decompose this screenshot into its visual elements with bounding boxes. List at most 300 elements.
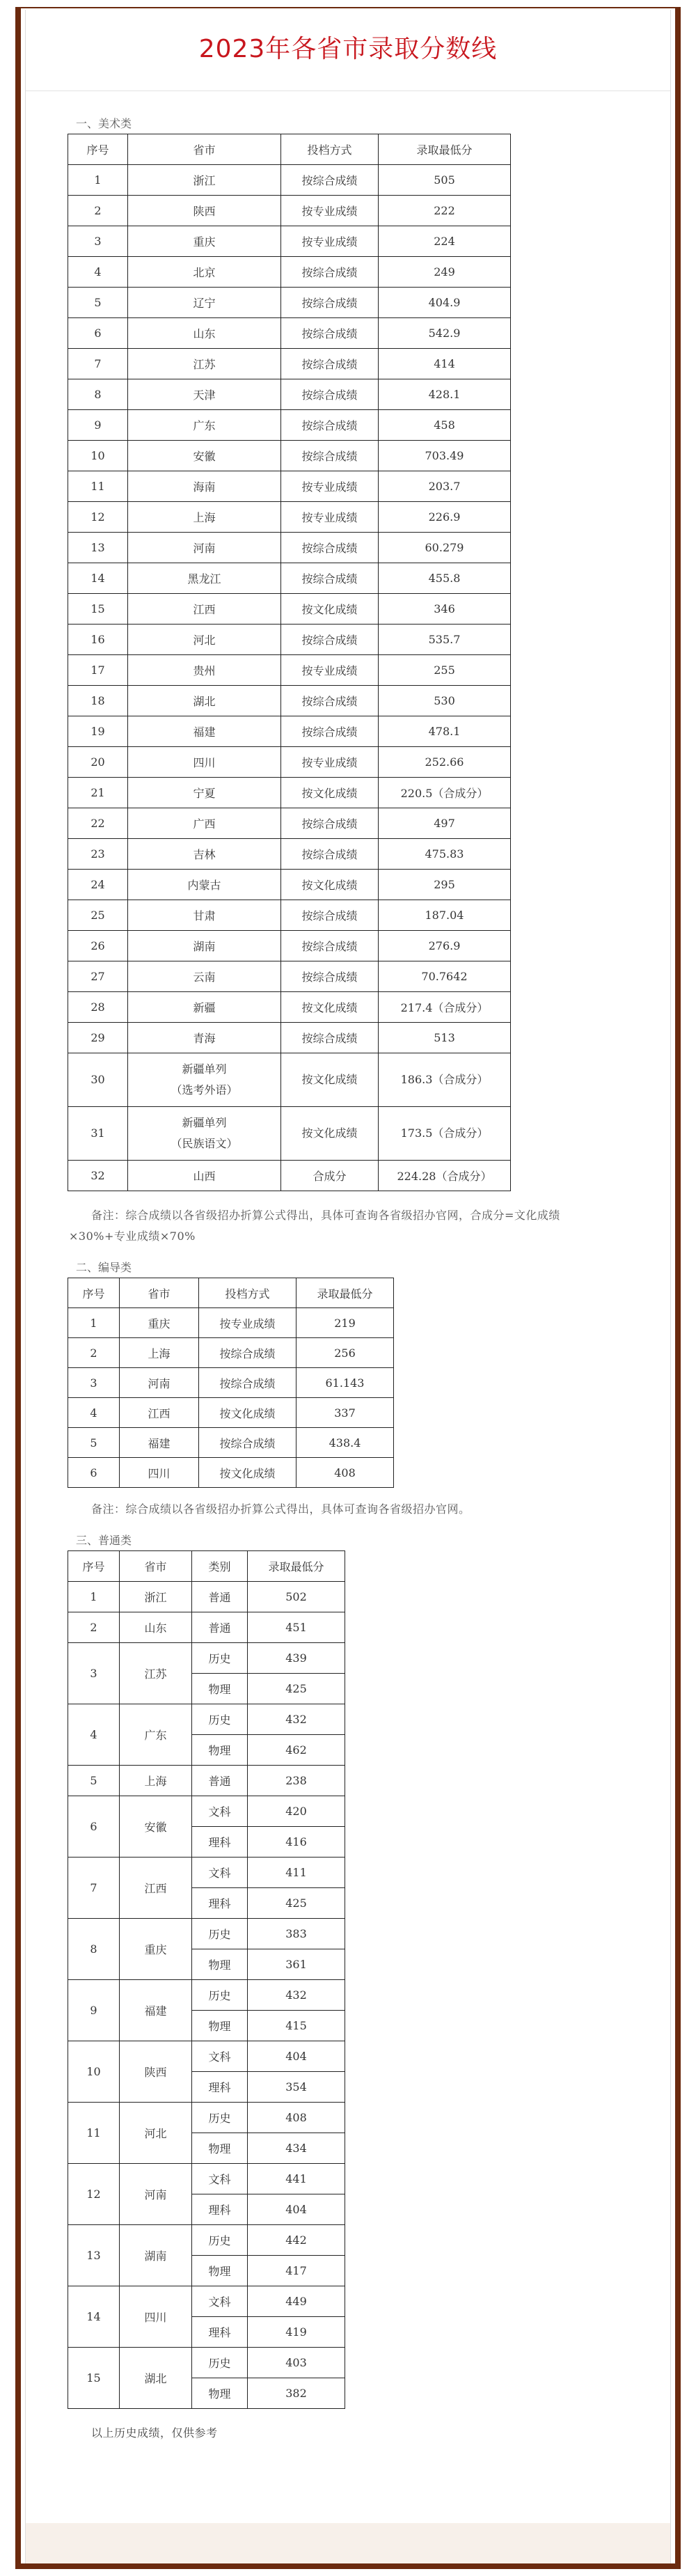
cell-mode: 按文化成绩 — [281, 594, 379, 625]
cell-score: 60.279 — [379, 533, 511, 563]
cell-province: 上海 — [120, 1338, 199, 1368]
cell-score: 217.4（合成分） — [379, 992, 511, 1023]
cell-province: 山西 — [128, 1161, 281, 1191]
cell-province: 浙江 — [128, 165, 281, 196]
cell-no: 31 — [68, 1107, 128, 1161]
cell-no: 3 — [68, 1643, 120, 1704]
cell-score: 513 — [379, 1023, 511, 1053]
header-score: 录取最低分 — [248, 1551, 345, 1582]
cell-score: 416 — [248, 1827, 345, 1858]
cell-province: 安徽 — [120, 1796, 192, 1858]
cell-category: 物理 — [192, 1735, 248, 1766]
cell-mode: 按文化成绩 — [281, 1107, 379, 1161]
cell-score: 224 — [379, 226, 511, 257]
cell-score: 255 — [379, 655, 511, 686]
cell-mode: 按专业成绩 — [281, 226, 379, 257]
cell-province: 江西 — [120, 1858, 192, 1919]
cell-province: 云南 — [128, 961, 281, 992]
cell-no: 5 — [68, 288, 128, 318]
cell-no: 6 — [68, 1796, 120, 1858]
cell-score: 414 — [379, 349, 511, 379]
general-score-table — [68, 1550, 345, 2409]
cell-no: 1 — [68, 1582, 120, 1612]
cell-score: 417 — [248, 2256, 345, 2286]
cell-score: 383 — [248, 1919, 345, 1949]
cell-mode: 按综合成绩 — [281, 410, 379, 441]
cell-category: 普通 — [192, 1766, 248, 1796]
cell-score: 415 — [248, 2011, 345, 2041]
cell-province: 青海 — [128, 1023, 281, 1053]
cell-province: 广西 — [128, 808, 281, 839]
cell-no: 9 — [68, 1980, 120, 2041]
cell-province: 浙江 — [120, 1582, 192, 1612]
table-row — [68, 1053, 511, 1107]
cell-mode: 按专业成绩 — [281, 196, 379, 226]
cell-mode: 按综合成绩 — [281, 379, 379, 410]
cell-score: 432 — [248, 1704, 345, 1735]
cell-score: 222 — [379, 196, 511, 226]
header-score: 录取最低分 — [296, 1278, 394, 1308]
cell-score: 252.66 — [379, 747, 511, 778]
content-panel — [25, 10, 671, 2563]
cell-mode: 按专业成绩 — [281, 502, 379, 533]
table-row — [68, 2348, 345, 2378]
cell-no: 22 — [68, 808, 128, 839]
table-row — [68, 594, 511, 625]
cell-mode: 按综合成绩 — [281, 625, 379, 655]
cell-mode: 按文化成绩 — [281, 778, 379, 808]
table-row — [68, 2286, 345, 2317]
header-mode: 投档方式 — [281, 134, 379, 165]
cell-no: 12 — [68, 2164, 120, 2225]
general-footer-note: 以上历史成绩，仅供参考 — [91, 2426, 218, 2440]
table-row — [68, 318, 511, 349]
table-row — [68, 441, 511, 471]
cell-mode: 按综合成绩 — [281, 318, 379, 349]
art-table-body — [68, 165, 511, 1191]
cell-score: 434 — [248, 2133, 345, 2164]
cell-category: 文科 — [192, 2286, 248, 2317]
cell-no: 15 — [68, 594, 128, 625]
cell-mode: 按综合成绩 — [199, 1368, 296, 1398]
cell-score: 535.7 — [379, 625, 511, 655]
cell-mode: 按综合成绩 — [281, 288, 379, 318]
table-header-row — [68, 1551, 345, 1582]
header-mode: 投档方式 — [199, 1278, 296, 1308]
cell-province: 福建 — [128, 716, 281, 747]
cell-mode: 按综合成绩 — [281, 1023, 379, 1053]
header-category: 类别 — [192, 1551, 248, 1582]
cell-score: 455.8 — [379, 563, 511, 594]
cell-province: 天津 — [128, 379, 281, 410]
directing-score-table — [68, 1278, 394, 1488]
table-row — [68, 1766, 345, 1796]
table-row — [68, 349, 511, 379]
cell-category: 历史 — [192, 2225, 248, 2256]
cell-category: 历史 — [192, 2348, 248, 2378]
cell-no: 15 — [68, 2348, 120, 2409]
cell-category: 普通 — [192, 1612, 248, 1643]
cell-no: 9 — [68, 410, 128, 441]
table-row — [68, 870, 511, 900]
cell-no: 5 — [68, 1428, 120, 1458]
cell-province: 江西 — [120, 1398, 199, 1428]
cell-mode: 按综合成绩 — [281, 931, 379, 961]
cell-province: 辽宁 — [128, 288, 281, 318]
cell-province: 河北 — [128, 625, 281, 655]
table-row — [68, 931, 511, 961]
cell-no: 13 — [68, 2225, 120, 2286]
cell-category: 物理 — [192, 2133, 248, 2164]
cell-score: 462 — [248, 1735, 345, 1766]
cell-no: 7 — [68, 1858, 120, 1919]
cell-province: 贵州 — [128, 655, 281, 686]
cell-no: 14 — [68, 563, 128, 594]
cell-score: 497 — [379, 808, 511, 839]
art-note — [69, 1205, 649, 1247]
cell-mode: 按综合成绩 — [281, 716, 379, 747]
cell-no: 14 — [68, 2286, 120, 2348]
directing-section-heading: 二、编导类 — [76, 1261, 132, 1274]
cell-mode: 按综合成绩 — [281, 165, 379, 196]
cell-score: 187.04 — [379, 900, 511, 931]
table-row — [68, 1919, 345, 1949]
cell-mode: 按综合成绩 — [281, 563, 379, 594]
general-table-body — [68, 1582, 345, 2409]
cell-category: 历史 — [192, 1980, 248, 2011]
header-province: 省市 — [120, 1551, 192, 1582]
cell-category: 理科 — [192, 1888, 248, 1919]
cell-no: 4 — [68, 1398, 120, 1428]
cell-province: 吉林 — [128, 839, 281, 870]
header-score: 录取最低分 — [379, 134, 511, 165]
cell-no: 12 — [68, 502, 128, 533]
cell-category: 理科 — [192, 2194, 248, 2225]
table-row — [68, 1161, 511, 1191]
cell-province: 重庆 — [120, 1919, 192, 1980]
cell-mode: 按文化成绩 — [281, 1053, 379, 1107]
cell-no: 25 — [68, 900, 128, 931]
cell-score: 249 — [379, 257, 511, 288]
cell-no: 23 — [68, 839, 128, 870]
table-header-row — [68, 134, 511, 165]
cell-province: 河南 — [128, 533, 281, 563]
header-no: 序号 — [68, 1551, 120, 1582]
cell-no: 21 — [68, 778, 128, 808]
table-row — [68, 288, 511, 318]
cell-score: 61.143 — [296, 1368, 394, 1398]
cell-score: 428.1 — [379, 379, 511, 410]
cell-province: 安徽 — [128, 441, 281, 471]
cell-score: 173.5（合成分） — [379, 1107, 511, 1161]
cell-province: 北京 — [128, 257, 281, 288]
cell-no: 4 — [68, 257, 128, 288]
cell-no: 3 — [68, 1368, 120, 1398]
cell-category: 物理 — [192, 1674, 248, 1704]
table-row — [68, 747, 511, 778]
page-frame — [15, 7, 681, 2569]
cell-no: 2 — [68, 1338, 120, 1368]
art-score-table — [68, 134, 511, 1191]
cell-score: 256 — [296, 1338, 394, 1368]
cell-no: 17 — [68, 655, 128, 686]
cell-mode: 按综合成绩 — [281, 900, 379, 931]
cell-province: 四川 — [120, 2286, 192, 2348]
cell-category: 文科 — [192, 1796, 248, 1827]
cell-province: 新疆 — [128, 992, 281, 1023]
cell-score: 404.9 — [379, 288, 511, 318]
cell-no: 26 — [68, 931, 128, 961]
header-no: 序号 — [68, 134, 128, 165]
table-row — [68, 716, 511, 747]
cell-no: 32 — [68, 1161, 128, 1191]
cell-no: 27 — [68, 961, 128, 992]
table-row — [68, 502, 511, 533]
cell-no: 19 — [68, 716, 128, 747]
cell-province: 福建 — [120, 1980, 192, 2041]
table-row — [68, 1858, 345, 1888]
cell-mode: 按文化成绩 — [281, 992, 379, 1023]
cell-mode: 合成分 — [281, 1161, 379, 1191]
cell-no: 1 — [68, 165, 128, 196]
cell-province: 湖南 — [128, 931, 281, 961]
table-row — [68, 1428, 394, 1458]
cell-score: 404 — [248, 2041, 345, 2072]
table-row — [68, 839, 511, 870]
directing-note: 备注：综合成绩以各省级招办折算公式得出，具体可查询各省级招办官网。 — [91, 1502, 470, 1516]
cell-province: 四川 — [120, 1458, 199, 1488]
cell-category: 理科 — [192, 2317, 248, 2348]
table-row — [68, 533, 511, 563]
cell-score: 226.9 — [379, 502, 511, 533]
table-row — [68, 1023, 511, 1053]
table-row — [68, 900, 511, 931]
table-row — [68, 808, 511, 839]
cell-province — [128, 1107, 281, 1161]
cell-no: 2 — [68, 1612, 120, 1643]
cell-province: 上海 — [128, 502, 281, 533]
cell-score: 408 — [248, 2103, 345, 2133]
cell-mode: 按综合成绩 — [199, 1428, 296, 1458]
cell-no: 4 — [68, 1704, 120, 1766]
cell-mode: 按专业成绩 — [281, 655, 379, 686]
cell-mode: 按综合成绩 — [281, 839, 379, 870]
cell-province: 江苏 — [120, 1643, 192, 1704]
cell-province: 河南 — [120, 2164, 192, 2225]
cell-score: 403 — [248, 2348, 345, 2378]
table-row — [68, 1308, 394, 1338]
table-row — [68, 1398, 394, 1428]
cell-province: 四川 — [128, 747, 281, 778]
cell-no: 5 — [68, 1766, 120, 1796]
cell-mode: 按文化成绩 — [199, 1398, 296, 1428]
table-row — [68, 1980, 345, 2011]
table-row — [68, 563, 511, 594]
cell-no: 11 — [68, 2103, 120, 2164]
table-row — [68, 961, 511, 992]
footer-band — [26, 2523, 670, 2563]
cell-category: 历史 — [192, 1643, 248, 1674]
cell-no: 6 — [68, 318, 128, 349]
cell-province: 江苏 — [128, 349, 281, 379]
cell-score: 219 — [296, 1308, 394, 1338]
table-row — [68, 410, 511, 441]
cell-mode: 按专业成绩 — [281, 471, 379, 502]
cell-no: 8 — [68, 379, 128, 410]
cell-no: 8 — [68, 1919, 120, 1980]
cell-score: 425 — [248, 1888, 345, 1919]
cell-province: 广东 — [120, 1704, 192, 1766]
table-row — [68, 992, 511, 1023]
cell-score: 337 — [296, 1398, 394, 1428]
cell-category: 物理 — [192, 2378, 248, 2409]
cell-score: 425 — [248, 1674, 345, 1704]
cell-score: 220.5（合成分） — [379, 778, 511, 808]
cell-province: 黑龙江 — [128, 563, 281, 594]
cell-mode: 按综合成绩 — [281, 686, 379, 716]
cell-province: 福建 — [120, 1428, 199, 1458]
cell-mode: 按综合成绩 — [281, 257, 379, 288]
table-row — [68, 165, 511, 196]
cell-mode: 按综合成绩 — [281, 349, 379, 379]
cell-score: 432 — [248, 1980, 345, 2011]
art-section-heading: 一、美术类 — [76, 117, 132, 130]
cell-category: 文科 — [192, 2041, 248, 2072]
cell-province: 山东 — [120, 1612, 192, 1643]
cell-no: 10 — [68, 2041, 120, 2103]
cell-no: 13 — [68, 533, 128, 563]
cell-score: 404 — [248, 2194, 345, 2225]
cell-score: 70.7642 — [379, 961, 511, 992]
cell-province: 上海 — [120, 1766, 192, 1796]
table-row — [68, 1643, 345, 1674]
cell-no: 30 — [68, 1053, 128, 1107]
cell-score: 203.7 — [379, 471, 511, 502]
cell-score: 458 — [379, 410, 511, 441]
cell-score: 186.3（合成分） — [379, 1053, 511, 1107]
header-province: 省市 — [120, 1278, 199, 1308]
table-row — [68, 655, 511, 686]
cell-no: 10 — [68, 441, 128, 471]
table-row — [68, 1338, 394, 1368]
table-row — [68, 1368, 394, 1398]
cell-province: 甘肃 — [128, 900, 281, 931]
cell-no: 7 — [68, 349, 128, 379]
table-row — [68, 1704, 345, 1735]
cell-category: 物理 — [192, 2011, 248, 2041]
header-province: 省市 — [128, 134, 281, 165]
cell-no: 1 — [68, 1308, 120, 1338]
cell-no: 16 — [68, 625, 128, 655]
cell-province — [128, 1053, 281, 1107]
table-row — [68, 379, 511, 410]
cell-score: 295 — [379, 870, 511, 900]
cell-no: 3 — [68, 226, 128, 257]
table-row — [68, 778, 511, 808]
cell-category: 物理 — [192, 2256, 248, 2286]
cell-mode: 按综合成绩 — [281, 441, 379, 471]
cell-score: 419 — [248, 2317, 345, 2348]
cell-no: 28 — [68, 992, 128, 1023]
cell-score: 361 — [248, 1949, 345, 1980]
cell-category: 理科 — [192, 1827, 248, 1858]
cell-score: 411 — [248, 1858, 345, 1888]
table-header-row — [68, 1278, 394, 1308]
cell-score: 505 — [379, 165, 511, 196]
province-line2: （民族语文） — [171, 1137, 238, 1150]
table-row — [68, 1458, 394, 1488]
cell-category: 物理 — [192, 1949, 248, 1980]
cell-province: 重庆 — [120, 1308, 199, 1338]
cell-score: 382 — [248, 2378, 345, 2409]
cell-no: 18 — [68, 686, 128, 716]
cell-score: 451 — [248, 1612, 345, 1643]
table-row — [68, 471, 511, 502]
table-row — [68, 625, 511, 655]
cell-province: 江西 — [128, 594, 281, 625]
cell-score: 408 — [296, 1458, 394, 1488]
cell-province: 陕西 — [128, 196, 281, 226]
cell-category: 历史 — [192, 1919, 248, 1949]
cell-province: 河北 — [120, 2103, 192, 2164]
cell-score: 475.83 — [379, 839, 511, 870]
cell-score: 703.49 — [379, 441, 511, 471]
table-row — [68, 2103, 345, 2133]
cell-category: 文科 — [192, 1858, 248, 1888]
cell-mode: 按文化成绩 — [199, 1458, 296, 1488]
cell-no: 24 — [68, 870, 128, 900]
cell-category: 历史 — [192, 2103, 248, 2133]
table-row — [68, 1612, 345, 1643]
cell-score: 542.9 — [379, 318, 511, 349]
province-line1: 新疆单列 — [182, 1062, 227, 1076]
table-row — [68, 257, 511, 288]
cell-mode: 按文化成绩 — [281, 870, 379, 900]
cell-province: 河南 — [120, 1368, 199, 1398]
general-section-heading: 三、普通类 — [76, 1534, 132, 1547]
cell-category: 历史 — [192, 1704, 248, 1735]
art-note-line2: ×30%+专业成绩×70% — [69, 1230, 196, 1243]
cell-score: 238 — [248, 1766, 345, 1796]
table-row — [68, 1107, 511, 1161]
cell-province: 陕西 — [120, 2041, 192, 2103]
cell-no: 6 — [68, 1458, 120, 1488]
table-row — [68, 2225, 345, 2256]
cell-mode: 按综合成绩 — [281, 533, 379, 563]
province-line2: （选考外语） — [171, 1083, 238, 1097]
cell-mode: 按综合成绩 — [281, 961, 379, 992]
article-body — [51, 114, 649, 2444]
table-row — [68, 226, 511, 257]
cell-score: 478.1 — [379, 716, 511, 747]
art-note-line1: 备注：综合成绩以各省级招办折算公式得出，具体可查询各省级招办官网，合成分=文化成绩 — [91, 1209, 560, 1222]
cell-mode: 按综合成绩 — [199, 1338, 296, 1368]
cell-mode: 按综合成绩 — [281, 808, 379, 839]
cell-mode: 按专业成绩 — [281, 747, 379, 778]
cell-score: 502 — [248, 1582, 345, 1612]
table-row — [68, 686, 511, 716]
directing-table-body — [68, 1308, 394, 1488]
cell-province: 广东 — [128, 410, 281, 441]
cell-score: 438.4 — [296, 1428, 394, 1458]
cell-no: 2 — [68, 196, 128, 226]
cell-category: 理科 — [192, 2072, 248, 2103]
cell-province: 宁夏 — [128, 778, 281, 808]
cell-score: 276.9 — [379, 931, 511, 961]
page-title: 2023年各省市录取分数线 — [198, 35, 498, 63]
cell-province: 重庆 — [128, 226, 281, 257]
header-no: 序号 — [68, 1278, 120, 1308]
